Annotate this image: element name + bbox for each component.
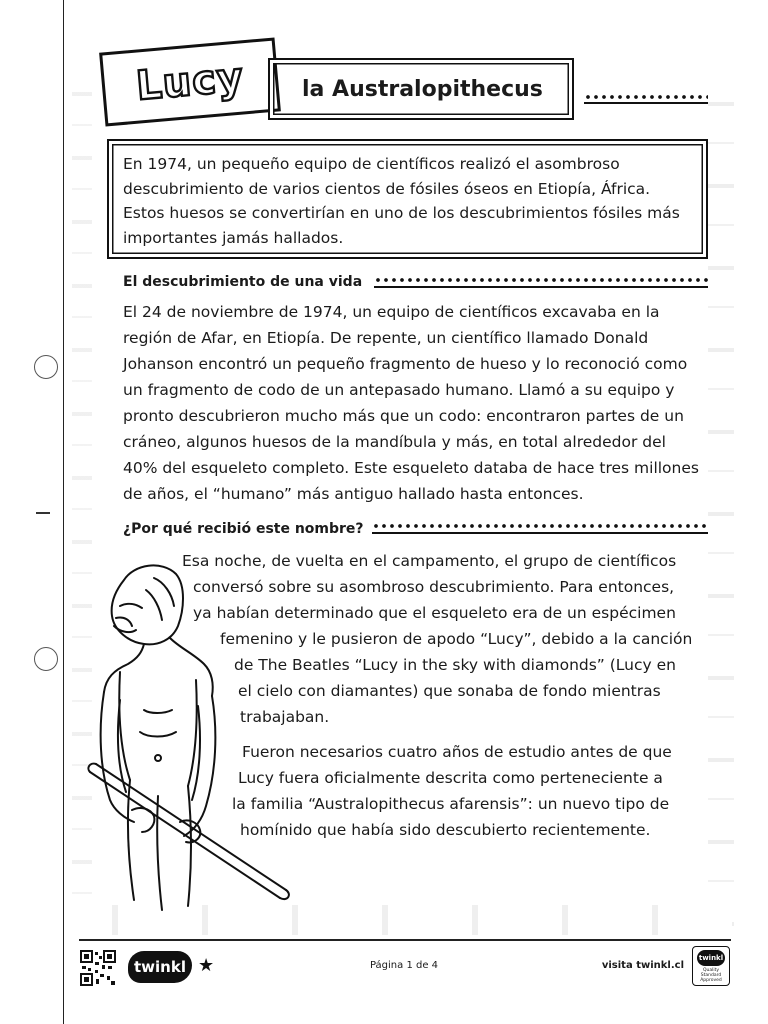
title-dotted-rule xyxy=(584,94,708,100)
title-tag-text: Lucy xyxy=(134,54,246,110)
text-line: el cielo con diamantes) que sonaba de fondo mientras xyxy=(238,682,661,700)
text-line: homínido que había sido descubierto recientemente. xyxy=(240,821,651,839)
page-number: Página 1 de 4 xyxy=(369,960,439,971)
section-heading: El descubrimiento de una vida xyxy=(123,274,363,290)
text-line: la familia “Australopithecus afarensis”: un nuevo tipo de xyxy=(232,795,670,813)
text-line: Esa noche, de vuelta en el campamento, el grupo de científicos xyxy=(182,552,677,570)
center-mark xyxy=(36,512,50,514)
section-dotted-rule xyxy=(372,523,708,529)
twinkl-logo-text: twinkl xyxy=(134,958,186,976)
title-tag xyxy=(99,37,281,126)
footer-rule xyxy=(79,939,731,941)
badge-text: Quality Standard Approved xyxy=(700,968,722,983)
intro-text: En 1974, un pequeño equipo de científicos realizó el asombroso descubrimiento de varios cientos de fósiles óseos en Etiopía, África. Estos huesos se convertirían en uno de los descubrimientos fósiles más importantes jamás hallados. xyxy=(123,155,680,247)
section-rule-line xyxy=(374,286,708,288)
lucy-illustration xyxy=(84,560,304,920)
section-dotted-rule xyxy=(374,277,708,283)
text-line: ya habían determinado que el esqueleto era de un espécimen xyxy=(193,604,676,622)
binder-margin-line xyxy=(63,0,64,1024)
badge-logo: twinkl xyxy=(697,950,725,966)
visit-link[interactable]: visita twinkl.cl xyxy=(601,960,684,971)
quality-badge xyxy=(692,946,730,986)
subtitle-box xyxy=(268,58,574,120)
intro-box xyxy=(107,139,708,259)
punch-hole xyxy=(34,647,58,671)
text-line: conversó sobre su asombroso descubrimiento. Para entonces, xyxy=(193,578,675,596)
text-line: trabajaban. xyxy=(240,708,330,726)
text-line: Fueron necesarios cuatro años de estudio antes de que xyxy=(242,743,672,761)
title-rule-line xyxy=(584,102,708,104)
punch-hole xyxy=(34,355,58,379)
section-rule-line xyxy=(372,532,708,534)
text-line: Lucy fuera oficialmente descrita como perteneciente a xyxy=(238,769,663,787)
section-body: El 24 de noviembre de 1974, un equipo de científicos excavaba en la región de Afar, en Etiopía. De repente, un científico llamado Donald Johanson encontró un pequeño fragmento de hueso y lo reconoció como un fragmento de codo de un antepasado humano. Llamó a su equipo y pronto descubrieron mucho más que un codo: encontraron partes de un cráneo, algunos huesos de la mandíbula y más, en total alrededor del 40% del esqueleto completo. Este esqueleto databa de hace tres millones de años, el “humano” más antiguo hallado hasta entonces. xyxy=(123,303,699,503)
decorative-border-right xyxy=(708,62,734,932)
text-line: de The Beatles “Lucy in the sky with diamonds” (Lucy en xyxy=(234,656,676,674)
page-subtitle: la Australopithecus xyxy=(302,76,543,102)
section-heading: ¿Por qué recibió este nombre? xyxy=(123,521,364,537)
text-line: femenino y le pusieron de apodo “Lucy”, debido a la canción xyxy=(220,630,693,648)
star-icon: ★ xyxy=(198,955,215,976)
